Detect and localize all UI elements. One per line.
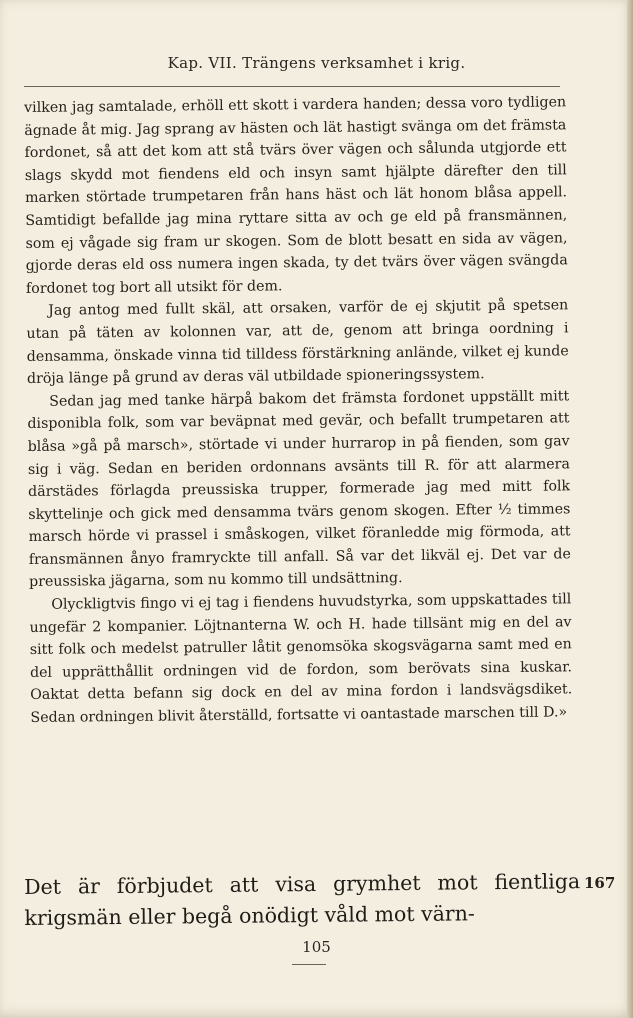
running-header: Kap. VII. Trängens verksamhet i krig.: [167, 54, 466, 72]
header-rule: [24, 86, 560, 87]
body-text: [24, 91, 573, 729]
regulation-text: Det är förbjudet att visa grymhet mot fientliga krigsmän eller begå onödigt våld mot värn-: [24, 869, 581, 930]
paragraph-1: vilken jag samtalade, erhöll ett skott i vardera handen; dessa voro tydligen ägnade åt mig. Jag sprang av hästen och lät hastigt svänga om det främsta fordonet, så att det kom att stå tvärs över vägen och sålunda utgjorde ett slags skydd mot fiendens eld och insyn samt hjälpte därefter den till marken störtade trumpetaren från hans häst och lät honom blåsa appell. Samtidigt befallde jag mina ryttare sitta av och ge eld på fransmännen, som ej vågade sig fram ur skogen. Som de blott besatt en sida av vägen, gjorde deras eld oss numera ingen skada, ty det tvärs över vägen svängda fordonet tog bort all utsikt för dem.: [24, 94, 568, 297]
paragraph-4: Olyckligtvis fingo vi ej tag i fiendens huvudstyrka, som uppskattades till ungefär 2 kompanier. Löjtnanterna W. och H. hade tillsänt mig en del av sitt folk och medelst patruller låtit genomsöka skogsvägarna samt med en del upprätthållit ordningen vid de fordon, som berövats sina kuskar. Oaktat detta befann sig dock en del av mina fordon i landsvägsdiket. Sedan ordningen blivit återställd, fortsatte vi oantastade marschen till D.»: [29, 591, 573, 726]
paragraph-3: Sedan jag med tanke härpå bakom det främsta fordonet uppställt mitt disponibla folk, som var beväpnat med gevär, och befallt trumpetaren att blåsa »gå på marsch», störtade vi under hurrarop in på fienden, som gav sig i väg. Sedan en beriden ordonnans avsänts till R. för att alarmera därstädes förlagda preussiska trupper, formerade jag med mitt folk skyttelinje och gick med densamma tvärs genom skogen. Efter ½ timmes marsch hörde vi prassel i småskogen, vilket föranledde mig förmoda, att fransmännen ånyo framryckte till anfall. Så var det likväl ej. Det var de preussiska jägarna, som nu kommo till undsättning.: [27, 388, 571, 591]
page-number-rule: [292, 964, 326, 965]
paragraph-2: Jag antog med fullt skäl, att orsaken, varför de ej skjutit på spetsen utan på täten av kolonnen var, att de, genom att bringa oordning i densamma, önskade vinna tid tilldess förstärkning anlände, vilket ej kunde dröja länge på grund av deras väl utbildade spioneringssystem.: [26, 297, 569, 388]
margin-section-number: 167: [584, 874, 616, 892]
page-edge-shadow: [627, 0, 633, 1018]
page-number: 105: [302, 938, 331, 956]
